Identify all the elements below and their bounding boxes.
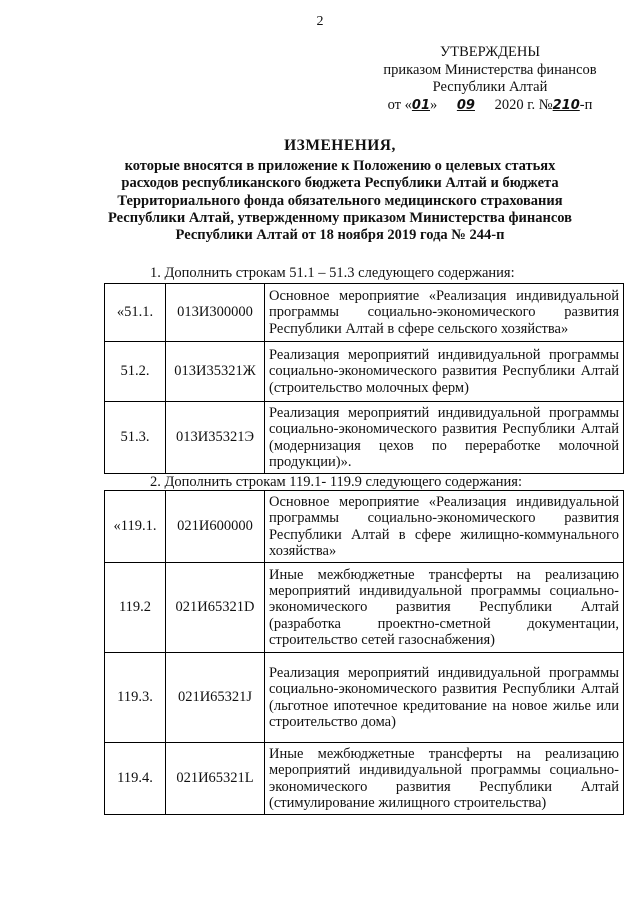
title-heading: ИЗМЕНЕНИЯ, [284, 137, 396, 154]
approval-line-2: Республики Алтай [432, 79, 548, 96]
table-row [105, 653, 624, 743]
date-prefix: от « [387, 97, 412, 114]
row-code: 021И65321L [166, 743, 265, 815]
table-row [105, 563, 624, 653]
title-line-4: Республики Алтай, утвержденному приказом Министерства финансов [108, 209, 572, 226]
row-number: «51.1. [105, 284, 166, 342]
date-year: 2020 г. № [490, 97, 553, 114]
approval-block [370, 44, 610, 115]
approval-date-line [370, 97, 610, 115]
table-119 [104, 490, 624, 815]
row-number: 119.3. [105, 653, 166, 743]
order-suffix: -п [579, 97, 593, 114]
row-code: 013И300000 [166, 284, 265, 342]
title-line-3: Территориального фонда обязательного медицинского страхования [117, 192, 563, 209]
point-2-text: 2. Дополнить строкам 119.1- 119.9 следующего содержания: [150, 474, 522, 490]
table-row [105, 402, 624, 474]
date-mid: » [430, 97, 441, 114]
row-number: 119.4. [105, 743, 166, 815]
date-month: 09 [456, 98, 475, 114]
table-row [105, 743, 624, 815]
row-code: 021И65321D [166, 563, 265, 653]
approval-line-1: приказом Министерства финансов [383, 61, 597, 78]
row-code: 021И65321J [166, 653, 265, 743]
row-number: «119.1. [105, 491, 166, 563]
page-number: 2 [316, 14, 324, 29]
document-title [90, 137, 590, 244]
title-line-1: которые вносятся в приложение к Положению о целевых статьях [124, 158, 556, 175]
row-description: Основное мероприятие «Реализация индивидуальной программы социально-экономического развития Республики Алтай в сфере жилищно-коммунального хозяйства» [265, 491, 624, 563]
row-code: 013И35321Э [166, 402, 265, 474]
table-row [105, 284, 624, 342]
row-description: Основное мероприятие «Реализация индивидуальной программы социально-экономического развития Республики Алтай в сфере сельского хозяйства» [265, 284, 624, 342]
row-description: Реализация мероприятий индивидуальной программы социально-экономического развития Республики Алтай (строительство молочных ферм) [265, 342, 624, 402]
date-day: 01 [411, 98, 430, 114]
row-number: 119.2 [105, 563, 166, 653]
row-number: 51.2. [105, 342, 166, 402]
row-description: Реализация мероприятий индивидуальной программы социально-экономического развития Республики Алтай (льготное ипотечное кредитование на новое жилье или строительство дома) [265, 653, 624, 743]
row-code: 013И35321Ж [166, 342, 265, 402]
table-51 [104, 283, 624, 474]
row-description: Иные межбюджетные трансферты на реализацию мероприятий индивидуальной программы социально-экономического развития Республики Алтай (стимулирование жилищного строительства) [265, 743, 624, 815]
title-line-2: расходов республиканского бюджета Республики Алтай и бюджета [121, 175, 559, 192]
row-description: Иные межбюджетные трансферты на реализацию мероприятий индивидуальной программы социально-экономического развития Республики Алтай (разработка проектно-сметной документации, строительство сетей газоснабжения) [265, 563, 624, 653]
order-number: 210 [552, 98, 580, 114]
point-1-text: 1. Дополнить строкам 51.1 – 51.3 следующего содержания: [150, 265, 515, 281]
row-code: 021И600000 [166, 491, 265, 563]
table-row [105, 491, 624, 563]
table-row [105, 342, 624, 402]
approval-heading: УТВЕРЖДЕНЫ [439, 44, 541, 60]
row-description: Реализация мероприятий индивидуальной программы социально-экономического развития Республики Алтай (модернизация цехов по переработке молочной продукции)». [265, 402, 624, 474]
title-line-5: Республики Алтай от 18 ноября 2019 года № 244-п [175, 226, 505, 243]
row-number: 51.3. [105, 402, 166, 474]
